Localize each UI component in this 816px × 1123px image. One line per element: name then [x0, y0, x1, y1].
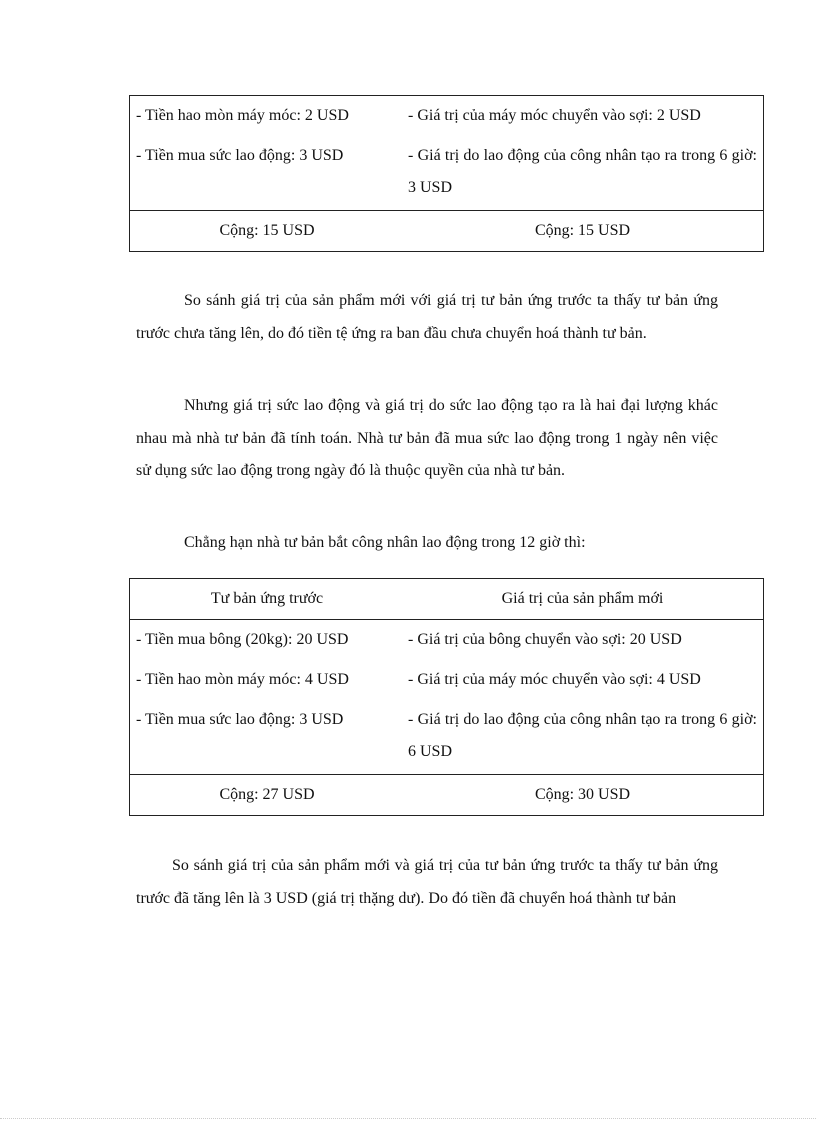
table-cell-right: - Giá trị của bông chuyển vào sợi: 20 USD: [408, 631, 682, 648]
header-right: Giá trị của sản phẩm mới: [501, 590, 664, 607]
table-cell-left: - Tiền mua sức lao động: 3 USD: [136, 147, 344, 164]
table-cell-right: - Giá trị do lao động của công nhân tạo ra trong 6 giờ: 3 USD: [408, 147, 757, 196]
total-right: Cộng: 15 USD: [534, 222, 631, 239]
table-header-row: [130, 579, 763, 620]
comparison-table-12h: [129, 578, 764, 816]
table-row: [130, 620, 763, 656]
table-cell-right: - Giá trị của máy móc chuyển vào sợi: 4 USD: [408, 671, 701, 688]
comparison-table-6h: [129, 95, 764, 252]
paragraph-2: Nhưng giá trị sức lao động và giá trị do sức lao động tạo ra là hai đại lượng khác nhau mà nhà tư bản đã tính toán. Nhà tư bản đã mua sức lao động trong 1 ngày nên việc sử dụng sức lao động trong ngày đó là thuộc quyền của nhà tư bản.: [136, 397, 718, 479]
table-row: [130, 132, 763, 210]
paragraph-3: Chẳng hạn nhà tư bản bắt công nhân lao động trong 12 giờ thì:: [184, 534, 586, 551]
total-left: Cộng: 15 USD: [219, 222, 315, 239]
table-total-row: [130, 774, 763, 815]
table-cell-left: - Tiền mua bông (20kg): 20 USD: [136, 631, 349, 648]
table-row: [130, 656, 763, 696]
table-cell-left: - Tiền hao mòn máy móc: 4 USD: [136, 671, 349, 688]
table-row: [130, 96, 763, 132]
paragraph-4: So sánh giá trị của sản phẩm mới và giá trị của tư bản ứng trước ta thấy tư bản ứng trước đã tăng lên là 3 USD (giá trị thặng dư). Do đó tiền đã chuyển hoá thành tư bản: [136, 857, 718, 907]
table-row: [130, 696, 763, 774]
header-left: Tư bản ứng trước: [210, 590, 324, 607]
table-total-row: [130, 210, 763, 251]
table-cell-right: - Giá trị do lao động của công nhân tạo ra trong 6 giờ: 6 USD: [408, 711, 757, 760]
table-cell-left: - Tiền hao mòn máy móc: 2 USD: [136, 107, 349, 124]
total-right: Cộng: 30 USD: [534, 786, 631, 803]
page-bottom-divider: [0, 1118, 816, 1119]
paragraph-1: So sánh giá trị của sản phẩm mới với giá trị tư bản ứng trước ta thấy tư bản ứng trước chưa tăng lên, do đó tiền tệ ứng ra ban đầu chưa chuyển hoá thành tư bản.: [136, 292, 718, 342]
table-cell-right: - Giá trị của máy móc chuyển vào sợi: 2 USD: [408, 107, 701, 124]
total-left: Cộng: 27 USD: [219, 786, 315, 803]
table-cell-left: - Tiền mua sức lao động: 3 USD: [136, 711, 344, 728]
